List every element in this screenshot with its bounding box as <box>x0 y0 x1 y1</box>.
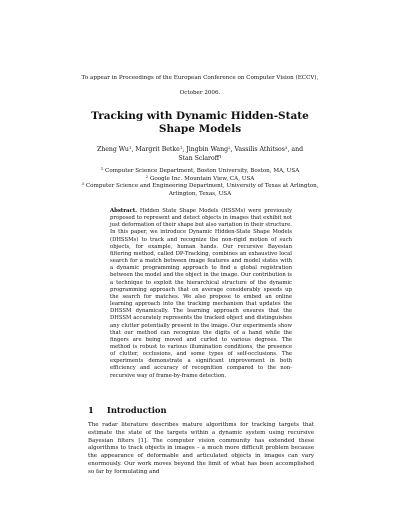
section-heading <box>88 405 328 415</box>
venue-date: October 2006. <box>179 90 221 96</box>
section-body: The radar literature describes mature algorithms for tracking targets that estimate the state of the targets within a dynamic system using recursive Bayesian filters [1]. The computer vision community has extended these algorithms to track objects in images – a much more difficult problem because the appearance of deformable and articulated objects in images can vary enormously. Our work moves beyond the limit of what has been accomplished so far by formulating and <box>88 422 314 475</box>
affiliation-3: $^3$ Computer Science and Engineering Department, University of Texas at Arlington, Arlington, Texas, USA <box>81 181 319 197</box>
abstract-label: Abstract. <box>110 208 137 214</box>
venue-note: To appear in Proceedings of the European Conference on Computer Vision (ECCV), <box>81 75 319 81</box>
affiliation-1: $^1$ Computer Science Department, Boston University, Boston, MA, USA <box>100 166 300 174</box>
author-list <box>92 146 308 163</box>
abstract-text: Hidden State Shape Models (HSSMs) were previously proposed to represent and detect objects in images that exhibit not just deformation of their shape but also variation in their structure. In this paper, we introduce Dynamic Hidden-State Shape Models (DHSSMs) to track and recognize the non-rigid motion of such objects, for example, human hands. Our recursive Bayesian filtering method, called DP-Tracking, combines an exhaustive local search for a match between image features and model states with a dynamic programming approach to find a global registration between the model and the object in the image. Our contribution is a technique to exploit the hierarchical structure of the dynamic programming approach that on average considerably speeds up the search for matches. We also propose to embed an online learning approach into the tracking mechanism that updates the DHSSM dynamically. The learning approach ensures that the DHSSM accurately represents the tracked object and distinguishes any clutter potentially present in the image. Our experiments show that our method can recognize the digits of a hand while the fingers are being moved and curled to various degrees. The method is robust to various illumination conditions, the presence of clutter, occlusions, and some types of self-occlusions. The experiments demonstrate a significant improvement in both efficiency and accuracy of recognition compared to the non-recursive way of frame-by-frame detection. <box>110 208 292 379</box>
paper-title: Tracking with Dynamic Hidden-State Shape Models <box>91 110 309 135</box>
section-title: Introduction <box>106 405 167 415</box>
affiliations <box>70 168 330 198</box>
abstract <box>110 208 292 380</box>
affiliation-2: $^2$ Google Inc. Mountain View, CA, USA <box>145 173 255 182</box>
section-number: 1 <box>88 405 94 415</box>
authors-text: Zheng Wu$^1$, Margrit Betke$^1$, Jingbin Wang$^2$, Vassilis Athitsos$^3$, and Stan Sclaroff$^1$ <box>96 145 304 162</box>
